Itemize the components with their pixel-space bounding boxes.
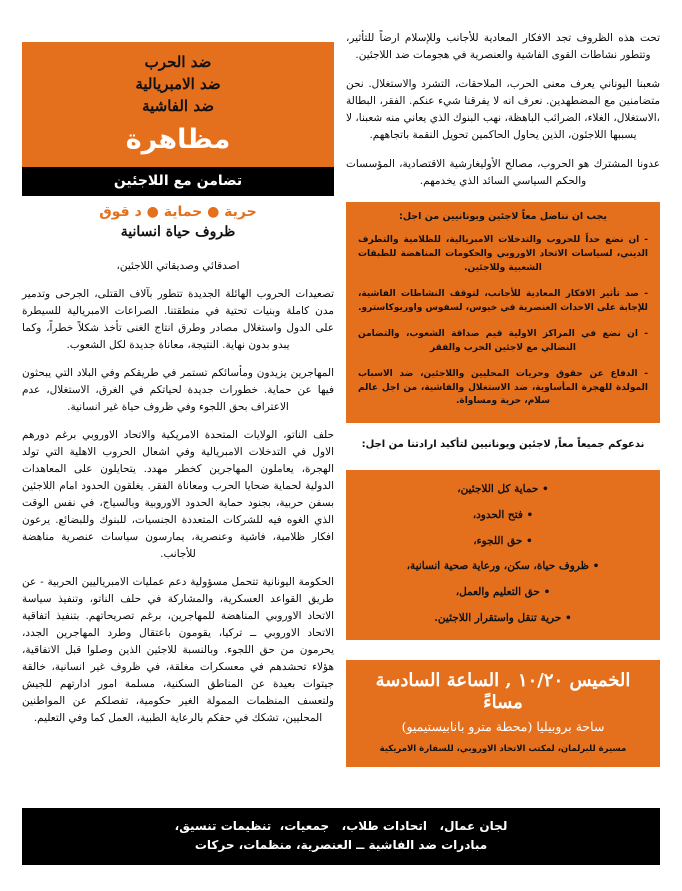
slogan-orange-text: حرية ● حماية ● د قوق — [99, 204, 257, 220]
left-paragraph-4: الحكومة اليونانية تتحمل مسؤولية دعم عمليات الامبرياليين الحربية - عن طريق القواعد العسكرية، والمشاركة في حلف الناتو، وتنفيذ سياسة الاتحاد الاوروبي المناهضة للمهاجرين، برغم تصريحاتهم. بتنفيذ اتفاقية الاتحاد الاوروبي ــ تركيا، يقومون باعتقال وطرد المهاجرين الجدد، يحرمون من حق اللجوء. وبالنسبة للاجئين الذين وصلوا قبل الاتفاقية، هؤلاء تحشدهم في معسكرات مغلقة، في ظروف غير انسانية، خالقة جيتوات بعيدة عن المناطق السكنية، مسلمة امور ادارتهم للجيش ولتعسف المنظمات الممولة الغير حكومية، تفصلكم عن المواطنين المحليين، تشكك في حقكم بالرعاية الطبية، العمل كما وفي التعليم. — [22, 576, 334, 724]
demand-item: • فتح الحدود، — [472, 509, 534, 522]
demand-item: • ظروف حياة، سكن، ورعاية صحية انسانية، — [406, 560, 600, 573]
footer-line-1: لجان عمال، اتحادات طلاب، جمعيات، تنظيمات تنسيق، — [174, 819, 508, 833]
demand-item: • حرية تنقل واستقرار اللاجئين. — [434, 611, 572, 624]
masthead-orange-block — [22, 42, 334, 167]
demands-box — [346, 470, 660, 639]
right-column — [346, 30, 660, 767]
demand-item: • حماية كل اللاجئين، — [457, 483, 549, 496]
slogan-black-text: ظروف حياة انسانية — [120, 224, 236, 240]
masthead-line-2: ضد الامبريالية — [135, 74, 221, 93]
footer-line-2: مبادرات ضد الفاشية ــ العنصرية، منظمات، حركات — [194, 837, 488, 852]
event-location: ساحة بروبيليا (محطة مترو بانابيستيميو) — [401, 718, 605, 734]
event-details-box — [346, 660, 660, 767]
masthead-headline: مظاهرة — [125, 124, 231, 156]
right-paragraph-1: تحت هذه الظروف تجد الافكار المعادية للأجانب وللإسلام ارضاً للتأثير، وتتطور نشاطات القوى الفاشية والعنصرية في هجومات ضد اللاجئين. — [346, 32, 660, 61]
masthead-line-1: ضد الحرب — [144, 53, 212, 71]
event-date-time: الخميس ١٠/٢٠ , الساعة السادسة مساءً — [375, 669, 631, 713]
callout-heading: يجب ان نناضل معاً لاجئين ويونانيين من اجل: — [399, 211, 607, 222]
masthead-subbar — [22, 167, 334, 196]
invitation-line: ندعوكم جميعاً معاً, لاجئين ويونانيين لتأكيد ارادتنا من اجل: — [361, 439, 645, 451]
masthead-line-3: ضد الفاشية — [142, 96, 214, 115]
left-column — [22, 42, 334, 738]
event-march-route: مسيرة للبرلمان، لمكتب الاتحاد الاوروبي، للسفارة الامريكية — [379, 743, 627, 754]
callout-item-4: - الدفاع عن حقوق وحريات المحليين واللاجئين، ضد الاسباب المولدة للهجرة المأساوية، ضد الاستغلال والفاشية، من اجل عالم سلام، حرية ومساواة. — [358, 368, 648, 407]
left-paragraph-3: حلف الناتو، الولايات المتحدة الامريكية والاتحاد الاوروبي برغم دورهم الاول في التدخلات الامبريالية وفي اشعال الحروب الاهلية التي تولد الهجرة، يعاملون المهاجرين كخطر مهدد. يتحايلون على المعاهدات الدولية لحماية ضحايا الحرب ومعاناة الفقر. يغلقون الحدود امام اللاجئين بسفن حربية، بجنود حماية الحدود الاوروبية وبالسياج، في نفس الوقت الذي الغوه فيه للشركات المتعددة الجنسيات، للبنوك وللبضائع. يرعون افكار ظلامية، فاشية وعنصرية، يمارسون سياسات عنصرية مناهضة للأجانب. — [22, 429, 334, 560]
footer-organizers-bar — [22, 808, 660, 865]
callout-item-1: - ان نضع حداً للحروب والتدخلات الامبريالية، للظلامية والتطرف الديني، لسياسات الاتحاد الاوروبي والحكومات المناهضة للطبقات الشعبية وللاجئين. — [358, 235, 648, 273]
right-paragraph-2: شعبنا اليوناني يعرف معنى الحرب، الملاحقات، التشرد والاستغلال. نحن متضامنين مع المضطهدين. نعرف انه لا يفرقنا شيء عنكم. الفقر، البطالة ،الاستغلال، الغلاء، الضرائب الباهظة، نهب البنوك الذي يعاني منه شعبنا، لا يسببها اللاجئون، الذين يحاول الحاكمين تحويل النقمة باتجاههم. — [346, 78, 660, 141]
callout-item-2: - صد تأثير الافكار المعادية للأجانب، لتوقف النشاطات الفاشية، للإجابة على الاحداث العنصرية في خيوس، لسفوس واوريوكاسترو. — [358, 288, 648, 313]
right-intro-text — [346, 30, 660, 190]
left-body-text — [22, 258, 334, 727]
demand-item: • حق اللجوء، — [473, 534, 533, 547]
masthead-subbar-text: تضامن مع اللاجئين — [113, 173, 243, 189]
callout-item-3: - ان نضع في المراكز الاولية قيم صداقة الشعوب، والتضامن النضالي مع لاجئين الحرب والفقر — [358, 328, 648, 353]
left-paragraph-1: تصعيدات الحروب الهائلة الجديدة تتطور بآلاف القتلى، الجرحى وتدمير مدن كاملة وبنيات تحتية في منطقتنا. الصراعات الامبريالية للسيطرة على الدول واستغلال مصادر وطرق انتاج الغنى تأخذ شكلاً خطراً، وكما يبدو بدون نهاية. النتيجة، معاناة جديدة لكل الشعوب. — [22, 288, 334, 351]
right-paragraph-3: عدونا المشترك هو الحروب، مصالح الأوليغارشية الاقتصادية، المؤسسات والحكم السياسي السائد الذي يخدمهم. — [346, 158, 660, 187]
left-paragraph-2: المهاجرين يزيدون ومأسائكم تستمر في طريقكم وفي البلاد التي يبحثون فيها عن حماية. خطورات جديدة لحياتكم في الغرق، الاستغلال، عدم الاعتراف بحق اللجوء وفي ظروف حياة غير انسانية. — [22, 367, 334, 413]
slogan-block — [22, 196, 334, 240]
struggle-callout-box — [346, 202, 660, 423]
salutation: اصدقائي وصديقاتي اللاجئين، — [116, 260, 240, 272]
demand-item: • حق التعليم والعمل، — [455, 586, 551, 599]
